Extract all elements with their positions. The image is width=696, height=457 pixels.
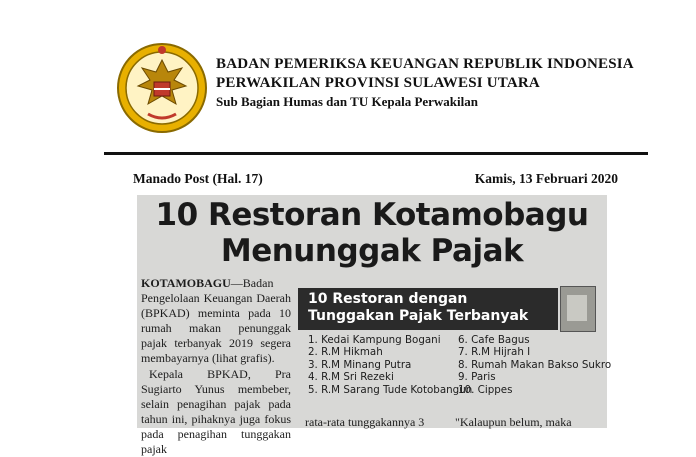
list-item: 5. R.M Sarang Tude Kotobangun [308, 383, 473, 396]
header-divider [104, 152, 648, 155]
article-body-column [141, 276, 291, 457]
org-name-line2: PERWAKILAN PROVINSI SULAWESI UTARA [216, 75, 540, 91]
article-text-right-column: "Kalaupun belum, maka [455, 415, 572, 429]
infobox-title-line2: Tunggakan Pajak Terbanyak [308, 308, 529, 324]
org-subunit: Sub Bagian Humas dan TU Kepala Perwakilan [216, 94, 478, 109]
article-text-middle-column: rata-rata tunggakannya 3 [305, 415, 425, 429]
list-item: 1. Kedai Kampung Bogani [308, 334, 441, 346]
paragraph-2: Kepala BPKAD, Pra Sugiarto Yunus membeber, selain penagihan pajak pada tahun ini, pihaknya juga fokus pada penagihan tunggakan pajak [141, 366, 291, 457]
headline-line1: 10 Restoran Kotamobagu [155, 197, 589, 233]
publication-date: Kamis, 13 Februari 2020 [474, 171, 618, 186]
restaurant-list-right [458, 334, 611, 396]
list-item: 4. R.M Sri Rezeki [308, 371, 394, 384]
restaurant-list-left [308, 334, 472, 396]
paragraph-1 [141, 276, 291, 367]
infobox [298, 288, 612, 396]
list-item: 7. R.M Hijrah I [458, 346, 531, 359]
paragraph-1-text: —Badan Pengelolaan Keuangan Daerah (BPKAD) meminta pada 10 rumah makan penunggak pajak terbanyak 2019 segera membayarnya (lihat grafis). [141, 276, 291, 366]
org-name-line1: BADAN PEMERIKSA KEUANGAN REPUBLIK INDONESIA [216, 56, 634, 72]
headline-line2: Menunggak Pajak [220, 233, 524, 269]
list-item: 2. R.M Hikmah [308, 346, 383, 359]
list-item: 10. Cippes [458, 383, 513, 396]
infobox-title [298, 288, 558, 330]
list-item: 6. Cafe Bagus [458, 334, 530, 346]
list-item: 9. Paris [458, 371, 496, 384]
newspaper-source: Manado Post (Hal. 17) [133, 171, 263, 186]
newspaper-clipping [137, 195, 612, 457]
infobox-title-line1: 10 Restoran dengan [308, 291, 468, 307]
dateline: KOTAMOBAGU [141, 276, 231, 290]
list-item: 8. Rumah Makan Bakso Sukro [458, 358, 612, 371]
garuda-emblem-icon [114, 38, 210, 138]
receipt-photo [560, 286, 596, 332]
list-item: 3. R.M Minang Putra [308, 358, 412, 371]
